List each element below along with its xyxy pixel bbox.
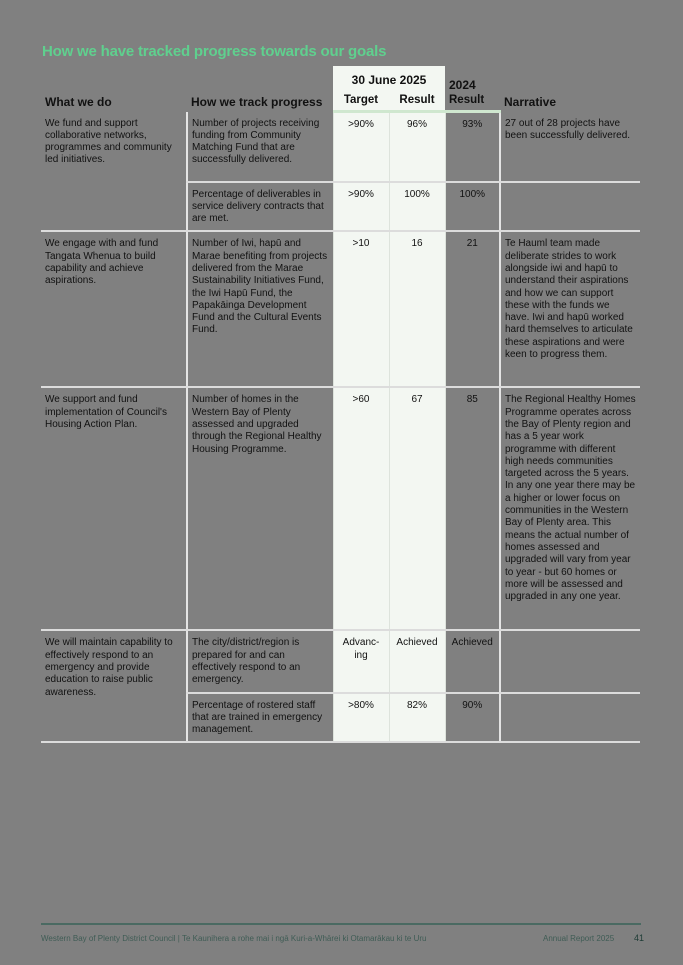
result-2024-cell: 93%: [445, 112, 500, 182]
header-group-2025: 30 June 2025: [333, 66, 445, 94]
what-we-do-cell: We will maintain capability to effectively respond to an emergency and provide education to raise public awareness.: [41, 630, 187, 742]
narrative-cell: [500, 182, 640, 232]
target-cell: >90%: [333, 112, 389, 182]
what-we-do-cell: We engage with and fund Tangata Whenua to build capability and achieve aspirations.: [41, 231, 187, 387]
table-row: [41, 112, 640, 182]
narrative-cell: 27 out of 28 projects have been successfully delivered.: [500, 112, 640, 182]
measure-cell: Number of projects receiving funding from Community Matching Fund that are successfully delivered.: [187, 112, 333, 182]
result-cell: 96%: [389, 112, 445, 182]
narrative-cell: [500, 630, 640, 692]
header-narrative: Narrative: [504, 94, 557, 109]
result-cell: 100%: [389, 182, 445, 232]
measure-cell: Percentage of deliverables in service delivery contracts that are met.: [187, 182, 333, 232]
measure-cell: The city/district/region is prepared for and can effectively respond to an emergency.: [187, 630, 333, 692]
what-we-do-cell: We fund and support collaborative networks, programmes and community led initiatives.: [41, 112, 187, 232]
result-2024-cell: Achieved: [445, 630, 500, 692]
table-row: [41, 231, 640, 387]
target-cell: Advanc-ing: [333, 630, 389, 692]
target-cell: >90%: [333, 182, 389, 232]
measure-cell: Number of homes in the Western Bay of Plenty assessed and upgraded through the Regional Healthy Housing Programme.: [187, 387, 333, 630]
progress-table: [41, 66, 640, 743]
target-cell: >60: [333, 387, 389, 630]
header-what-we-do: What we do: [45, 94, 112, 109]
result-2024-cell: 100%: [445, 182, 500, 232]
footer-divider: [41, 923, 641, 925]
page-title: How we have tracked progress towards our goals: [42, 43, 387, 60]
result-2024-cell: 90%: [445, 693, 500, 743]
table-row: [41, 387, 640, 630]
measure-cell: Number of Iwi, hapū and Marae benefiting from projects delivered from the Marae Sustainability Initiatives Fund, the Iwi Hapū Fund, the Papakāinga Development Fund and the Cultural Events Fund.: [187, 231, 333, 387]
result-cell: Achieved: [389, 630, 445, 692]
measure-cell: Percentage of rostered staff that are trained in emergency management.: [187, 693, 333, 743]
result-2024-cell: 85: [445, 387, 500, 630]
narrative-cell: The Regional Healthy Homes Programme operates across the Bay of Plenty region and has a 5 year work programme with different high needs communities targeted across the 5 years. In any one year there may be a higher or lower focus on communities in the Western Bay of Plenty area. This means the actual number of homes assessed and upgraded will vary from year to year - but 60 homes or more will be assessed and upgraded in any one year.: [500, 387, 640, 630]
result-2024-cell: 21: [445, 231, 500, 387]
footer-report-title: Annual Report 2025: [543, 934, 615, 943]
target-cell: >80%: [333, 693, 389, 743]
header-result: Result: [389, 94, 445, 112]
table-row: [41, 630, 640, 692]
result-cell: 67: [389, 387, 445, 630]
result-cell: 82%: [389, 693, 445, 743]
page-number: 41: [634, 933, 645, 943]
header-result-2024: Result: [445, 94, 500, 112]
narrative-cell: Te Hauml team made deliberate strides to work alongside iwi and hapū to understand their aspirations and how we can support these with the funds we have. Iwi and hapū worked hard themselves to articulate these aspirations and were keen to progress them.: [500, 231, 640, 387]
footer-organisation: Western Bay of Plenty District Council | Te Kaunihera a rohe mai i ngā Kuri-a-Whārei ki Otamarākau ki te Uru: [41, 934, 427, 943]
header-how-we-track: How we track progress: [191, 94, 323, 109]
narrative-cell: [500, 693, 640, 743]
header-group-2024: 2024: [449, 78, 476, 92]
header-target: Target: [333, 94, 389, 112]
target-cell: >10: [333, 231, 389, 387]
result-cell: 16: [389, 231, 445, 387]
what-we-do-cell: We support and fund implementation of Council's Housing Action Plan.: [41, 387, 187, 630]
